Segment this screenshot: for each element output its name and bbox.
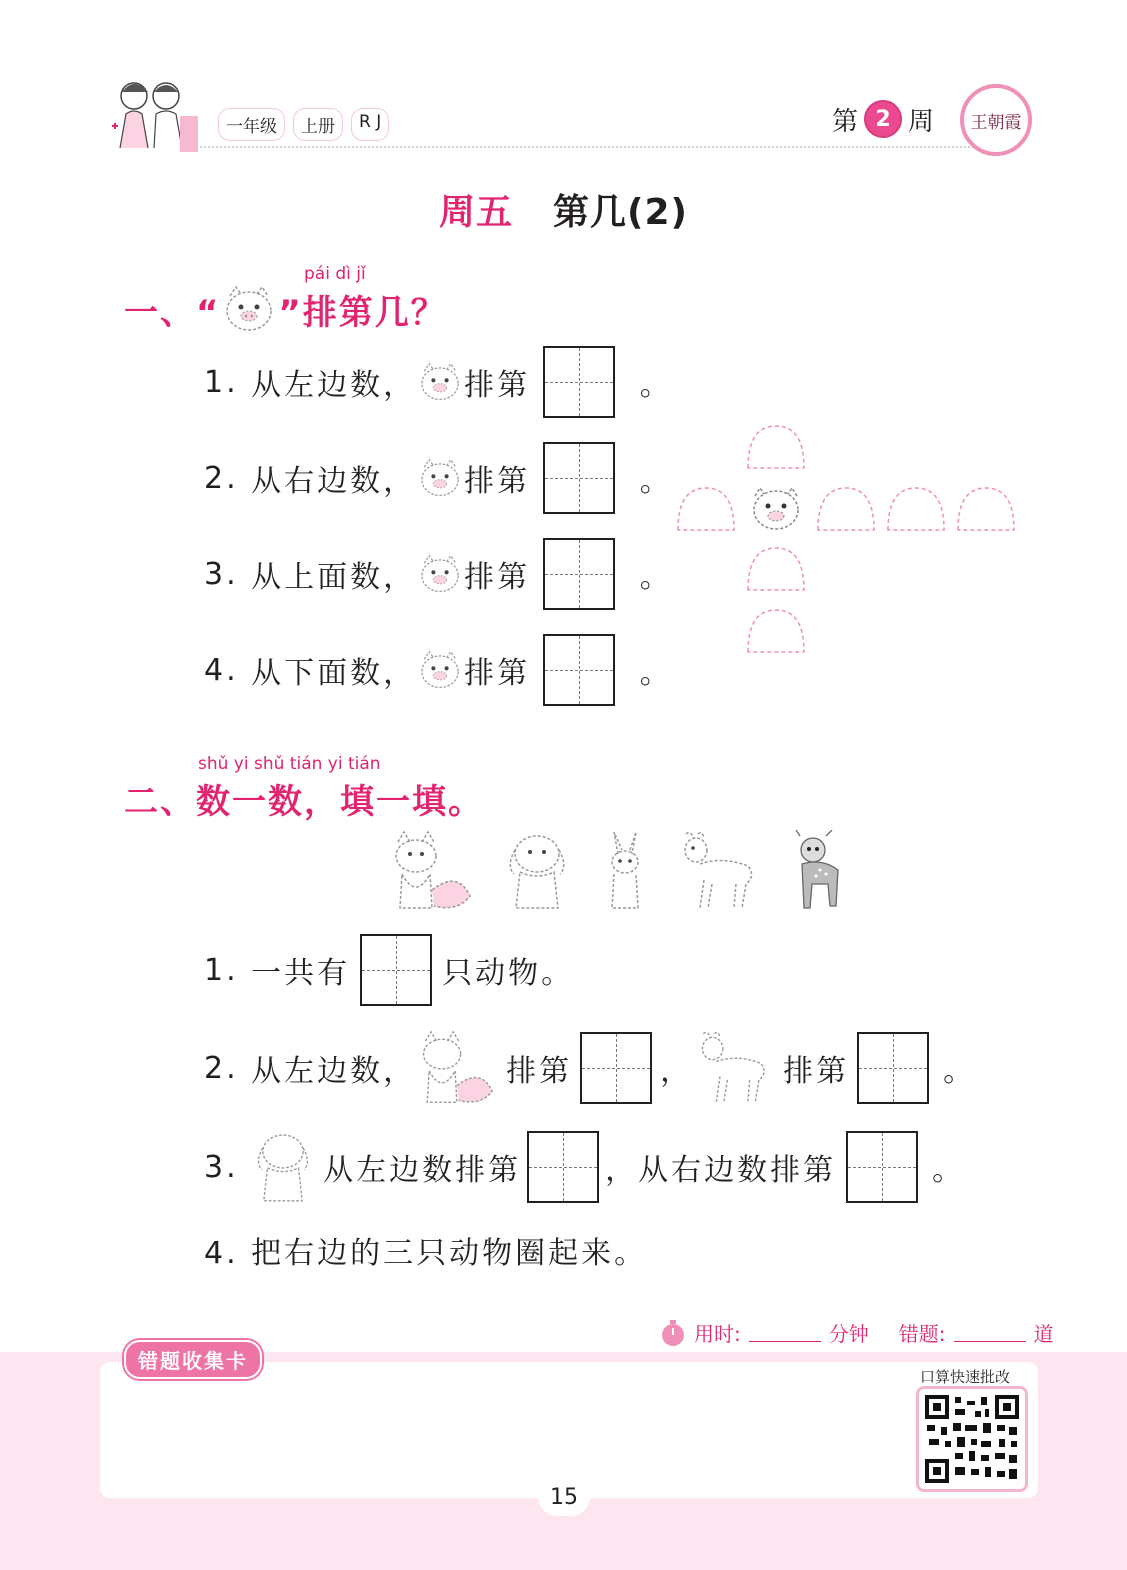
section2-heading: 二、数一数，填一填。 [124, 782, 484, 822]
dog-icon [502, 830, 572, 912]
header-divider [200, 146, 990, 148]
s1-question-3 [204, 538, 673, 610]
fox-icon [388, 830, 474, 912]
goat-icon [693, 1030, 773, 1106]
error-card-tag: 错题收集卡 [124, 1340, 262, 1379]
question-text: 从左边数， [251, 1054, 417, 1089]
pig-icon [220, 284, 278, 334]
answer-box[interactable] [543, 442, 615, 514]
goat-icon [678, 830, 758, 912]
question-text: ，从右边数排第 [605, 1153, 837, 1188]
question-text: 从上面数， [251, 560, 417, 595]
section1-heading-prefix: 一、“ [124, 292, 221, 333]
bun-icon [748, 548, 804, 590]
s2-question-3 [204, 1128, 965, 1206]
period: 。 [639, 368, 673, 403]
bun-icon [888, 488, 944, 530]
title-day: 周五 [439, 192, 514, 233]
volume-tag: 上册 [293, 108, 343, 141]
grade-tags [218, 108, 389, 141]
s1-question-1 [204, 346, 673, 418]
answer-box[interactable] [543, 634, 615, 706]
bun-cross-figure [672, 420, 1022, 660]
question-tail: 排第 [464, 560, 531, 595]
week-indicator [832, 100, 934, 138]
qr-code[interactable] [916, 1386, 1028, 1492]
question-text: 一共有 [251, 956, 351, 991]
question-text: 只动物。 [442, 956, 575, 991]
kids-illustration [108, 70, 204, 160]
s2-question-1 [204, 934, 574, 1006]
s2-question-4: 4. 把右边的三只动物圈起来。 [204, 1236, 648, 1271]
pig-icon [416, 553, 464, 595]
section2-pinyin: shǔ yi shǔ tián yi tián [198, 754, 381, 774]
question-text: 从左边数排第 [323, 1153, 522, 1188]
question-number: 2. [204, 460, 239, 496]
answer-box[interactable] [580, 1032, 652, 1104]
title-topic: 第几(2) [553, 192, 688, 233]
time-label: 用时: [694, 1322, 741, 1346]
time-blank[interactable] [749, 1324, 821, 1342]
fox-icon [416, 1030, 496, 1106]
bun-icon [818, 488, 874, 530]
question-tail: 排第 [464, 368, 531, 403]
period: 。 [932, 1153, 966, 1188]
brand-seal-logo [960, 84, 1032, 156]
stopwatch-icon [660, 1319, 686, 1347]
question-number: 3. [204, 556, 239, 592]
answer-box[interactable] [360, 934, 432, 1006]
period: 。 [639, 560, 673, 595]
week-prefix: 第 [832, 106, 859, 137]
time-unit: 分钟 [828, 1322, 869, 1346]
question-tail: 排第 [464, 656, 531, 691]
comma: ， [660, 1054, 694, 1089]
week-number-badge: 2 [864, 100, 902, 138]
question-text: 从左边数， [251, 368, 417, 403]
question-text: 从右边数， [251, 464, 417, 499]
errors-blank[interactable] [954, 1324, 1026, 1342]
question-tail: 排第 [464, 464, 531, 499]
pig-icon [416, 361, 464, 403]
timing-record [660, 1318, 1054, 1347]
answer-box[interactable] [857, 1032, 929, 1104]
seal-text: 王朝霞 [970, 112, 1022, 133]
period: 。 [639, 464, 673, 499]
question-text: 从下面数， [251, 656, 417, 691]
question-number: 2. [204, 1050, 239, 1086]
week-suffix: 周 [908, 106, 935, 137]
qr-caption: 口算快速批改 [920, 1368, 1011, 1386]
question-number: 3. [204, 1149, 239, 1185]
question-number: 1. [204, 364, 239, 400]
errors-label: 错题: [898, 1322, 946, 1346]
question-number: 4. [204, 652, 239, 688]
question-text: 排第 [506, 1054, 573, 1089]
edition-tag: R J [351, 108, 389, 141]
s2-question-2 [204, 1030, 976, 1106]
dog-icon [251, 1128, 315, 1206]
qr-code-icon [925, 1395, 1019, 1483]
grade-tag: 一年级 [218, 108, 285, 141]
answer-box[interactable] [543, 538, 615, 610]
rabbit-icon [600, 830, 650, 912]
bun-icon [678, 488, 734, 530]
bun-icon [958, 488, 1014, 530]
question-number: 1. [204, 952, 239, 988]
animals-row [388, 830, 846, 912]
bun-icon [748, 426, 804, 468]
section1-heading-suffix: ”排第几？ [278, 292, 447, 333]
period: 。 [943, 1054, 977, 1089]
pig-icon [416, 457, 464, 499]
pig-icon [416, 649, 464, 691]
section1-heading [124, 284, 447, 334]
period: 。 [639, 656, 673, 691]
errors-unit: 道 [1033, 1322, 1054, 1346]
bun-icon [748, 610, 804, 652]
s1-question-4 [204, 634, 673, 706]
pig-icon [754, 488, 798, 529]
page-number: 15 [538, 1478, 590, 1516]
question-text: 排第 [783, 1054, 850, 1089]
s1-question-2 [204, 442, 673, 514]
answer-box[interactable] [543, 346, 615, 418]
section1-pinyin: pái dì jǐ [304, 264, 366, 284]
deer-icon [786, 830, 846, 912]
answer-box[interactable] [527, 1131, 599, 1203]
answer-box[interactable] [846, 1131, 918, 1203]
page-title [0, 184, 1127, 235]
